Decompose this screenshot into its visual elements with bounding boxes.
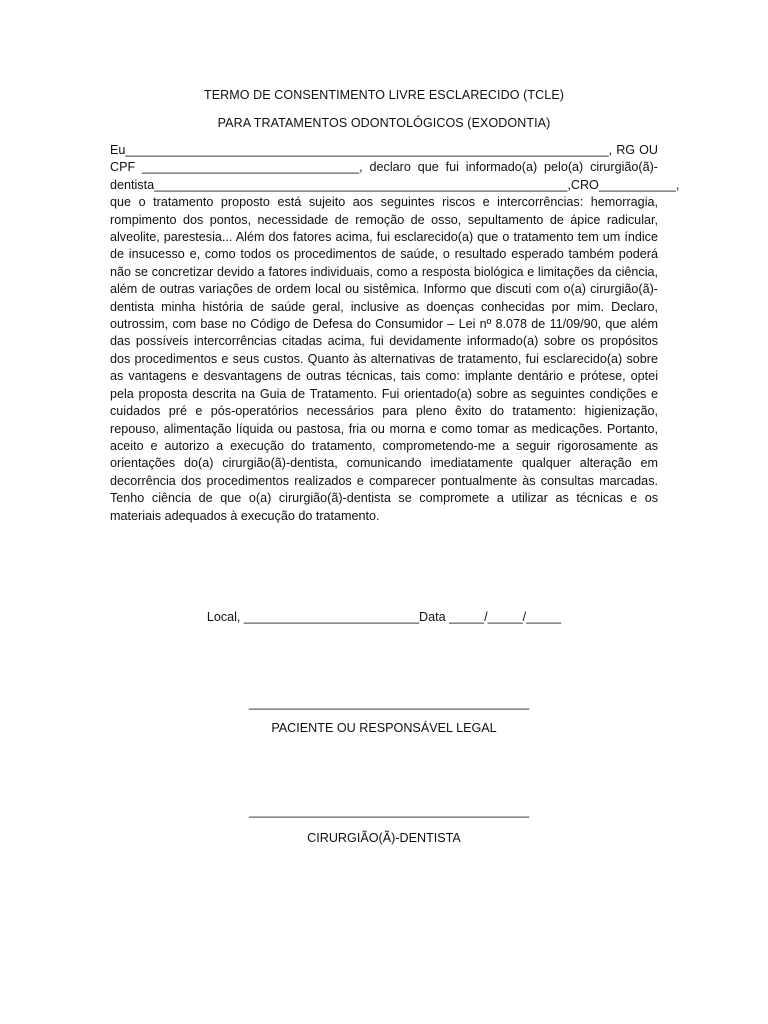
document-subtitle: PARA TRATAMENTOS ODONTOLÓGICOS (EXODONTIA) <box>217 116 551 130</box>
consent-body <box>110 142 680 525</box>
patient-signature-label: PACIENTE OU RESPONSÁVEL LEGAL <box>271 721 497 735</box>
dentist-signature-label: CIRURGIÃO(Ã)-DENTISTA <box>307 831 461 845</box>
dentist-signature-line: ________________________________________ <box>249 804 530 818</box>
consent-paragraph: Eu_____________________________________________________________________, RG OU CPF _______________________________, declaro que fui informado(a) pelo(a) cirurgião(ã)-dentista___________________________________________________________,CRO___________, que o tratamento proposto está sujeito aos seguintes riscos e intercorrências: hemorragia, rompimento dos pontos, necessidade de remoção de osso, sepultamento de ápice radicular, alveolite, parestesia... Além dos fatores acima, fui esclarecido(a) que o tratamento tem um índice de insucesso e, como todos os procedimentos de saúde, o resultado esperado também poderá não se concretizar devido a fatores individuais, como a resposta biológica e limitações da ciência, além de outras variações de ordem local ou sistêmica. Informo que discuti com o(a) cirurgião(ã)-dentista minha história de saúde geral, inclusive as doenças conhecidas por mim. Declaro, outrossim, com base no Código de Defesa do Consumidor – Lei nº 8.078 de 11/09/90, que além das possíveis intercorrências citadas acima, fui devidamente informado(a) sobre os propósitos dos procedimentos e seus custos. Quanto às alternativas de tratamento, fui esclarecido(a) sobre as vantagens e desvantagens de outras técnicas, tais como: implante dentário e prótese, optei pela proposta descrita na Guia de Tratamento. Fui orientado(a) sobre as seguintes condições e cuidados pré e pós-operatórios necessários para pleno êxito do tratamento: higienização, repouso, alimentação líquida ou pastosa, fria ou morna e como tomar as medicações. Portanto, aceito e autorizo a execução do tratamento, comprometendo-me a seguir rigorosamente as orientações do(a) cirurgião(ã)-dentista, comunicando imediatamente qualquer alteração em decorrência dos procedimentos realizados e comparecer pontualmente às consultas marcadas. Tenho ciência de que o(a) cirurgião(ã)-dentista se compromete a utilizar as técnicas e os materiais adequados à execução do tratamento. <box>110 143 680 523</box>
patient-signature-line: ________________________________________ <box>249 696 530 710</box>
document-title: TERMO DE CONSENTIMENTO LIVRE ESCLARECIDO (TCLE) <box>203 88 565 102</box>
local-date-line: Local, _________________________Data _____/_____/_____ <box>206 610 562 624</box>
